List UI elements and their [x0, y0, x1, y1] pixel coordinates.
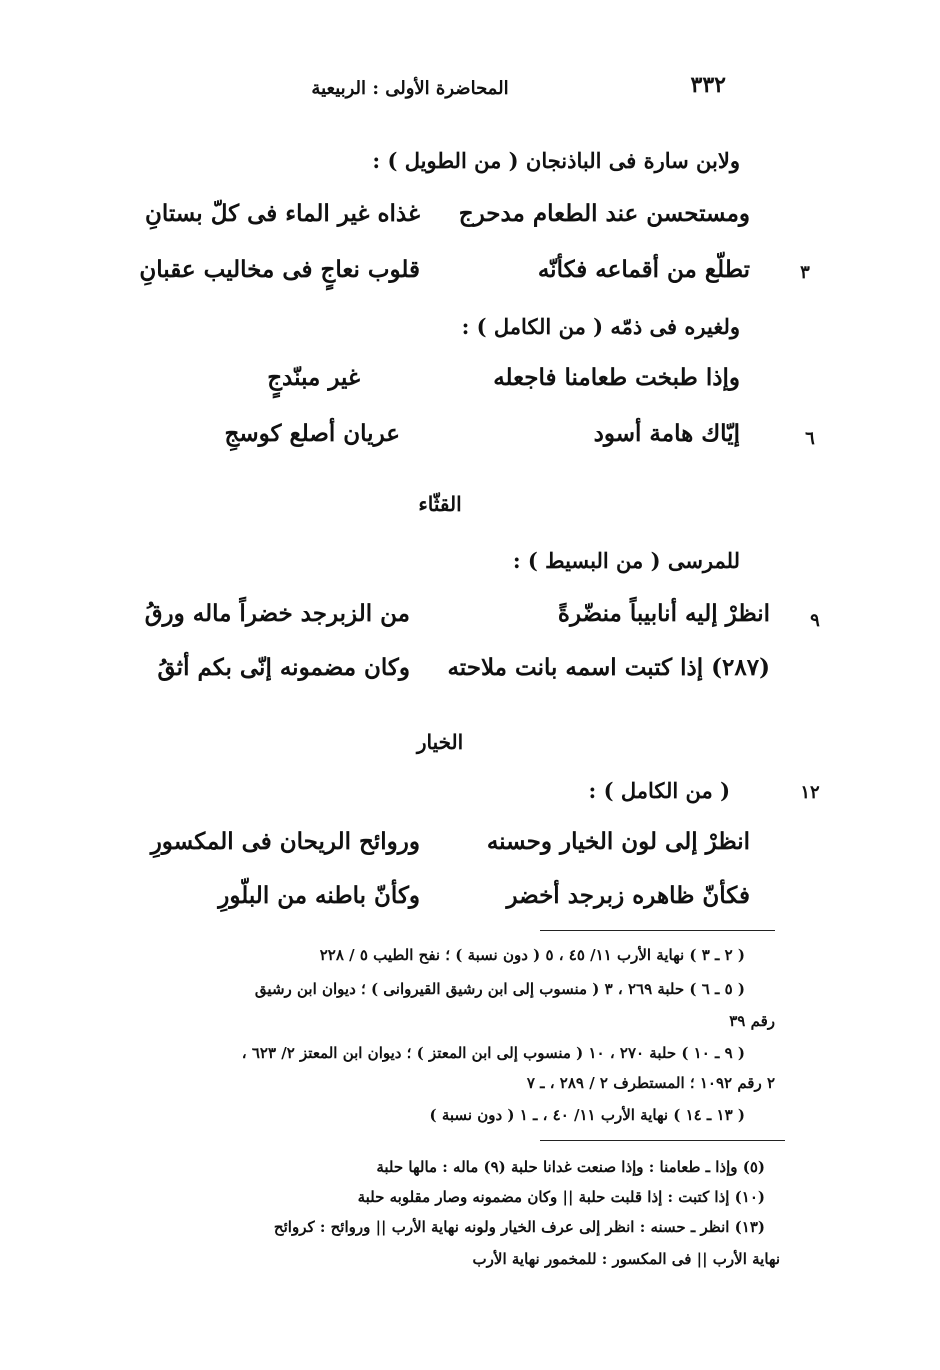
verse-line [120, 828, 750, 864]
variant-note: نهاية الأرب || فى المكسور : للمخمور نهاية الأرب [472, 1250, 780, 1268]
footnote-divider [540, 1140, 785, 1141]
verse-line [110, 256, 750, 292]
source-note: ( ٩ ـ ١٠ ) حلبة ٢٧٠ ، ١٠ ( منسوب إلى ابن المعتز ) ؛ ديوان ابن المعتز ٢/ ٦٢٣ ، [241, 1044, 745, 1062]
source-note: ( ٥ ـ ٦ ) حلبة ٢٦٩ ، ٣ ( منسوب إلى ابن رشيق القيروانى ) ؛ ديوان ابن رشيق [254, 980, 745, 998]
verse-first-hemistich: فكأنّ ظاهره زبرجد أخضر [506, 882, 750, 909]
source-note: ( ١٣ ـ ١٤ ) نهاية الأرب ١١/ ٤٠ ، ـ ١ ( دون نسبة ) [429, 1106, 745, 1124]
verse-line [100, 654, 770, 690]
verse-second-hemistich: قلوب نعاجٍ فى مخاليب عقبانِ [139, 256, 420, 283]
verse-second-hemistich: وكان مضمونه إنّى بكم أثقُ [157, 654, 410, 681]
verse-first-hemistich: ومستحسن عند الطعام مدحرج [458, 200, 750, 227]
section-heading: الخيار [416, 730, 464, 754]
verse-first-hemistich: (٢٨٧) إذا كتبت اسمه بانت ملاحته [447, 654, 770, 681]
verse-second-hemistich: من الزبرجد خضراً ماله ورقُ [144, 600, 410, 627]
section-intro: للمرسى ( من البسيط ) : [512, 548, 740, 573]
line-number: ٦ [805, 428, 815, 449]
verse-first-hemistich: انظرْ إليه أنابيباً منضّرةً [557, 600, 770, 627]
variant-note: (١٠) إذا كتبت : إذا قلبت حلبة || وكان مضمونه وصار مقلوبه حلبة [357, 1188, 765, 1206]
source-note: ( ٢ ـ ٣ ) نهاية الأرب ١١/ ٤٥ ، ٥ ( دون نسبة ) ؛ نفح الطيب ٥ / ٢٢٨ [319, 946, 745, 964]
section-intro: ( من الكامل ) : [588, 778, 730, 803]
verse-second-hemistich: عريان أصلع كوسجِ [224, 420, 400, 447]
source-note: ٢ رقم ١٠٩٢ ؛ المستطرف ٢ / ٢٨٩ ، ـ ٧ [526, 1074, 775, 1092]
verse-line [110, 200, 750, 236]
verse-line [120, 882, 750, 918]
verse-second-hemistich: وروائح الريحان فى المكسورِ [150, 828, 420, 855]
section-heading: القثّاء [418, 492, 462, 516]
line-number: ٩ [810, 610, 820, 631]
verse-second-hemistich: غذاه غير الماء فى كلّ بستانِ [144, 200, 420, 227]
line-number: ١٢ [800, 782, 820, 803]
section-intro: ولغيره فى ذمّه ( من الكامل ) : [461, 314, 740, 339]
verse-first-hemistich: إيّاك هامة أسود [593, 420, 740, 447]
verse-second-hemistich: غير مبنّدجٍ [267, 364, 360, 391]
page-number: ٣٣٢ [690, 72, 726, 98]
line-number: ٣ [800, 262, 810, 283]
footnote-divider [540, 930, 775, 931]
section-intro: ولابن سارة فى الباذنجان ( من الطويل ) : [372, 148, 740, 173]
variant-note: (٥) وإذا ـ طعامنا : وإذا صنعت غدانا حلبة (٩) ماله : مالها حلبة [376, 1158, 765, 1176]
verse-line [100, 600, 770, 636]
verse-first-hemistich: تطلّع من أقماعه فكأنّه [537, 256, 750, 283]
verse-first-hemistich: وإذا طبخت طعامنا فاجعله [493, 364, 740, 391]
source-note: رقم ٣٩ [729, 1012, 775, 1030]
verse-line [160, 420, 740, 456]
verse-line [160, 364, 740, 400]
verse-first-hemistich: انظرْ إلى لون الخيار وحسنه [486, 828, 750, 855]
running-head: المحاضرة الأولى : الربيعية [311, 78, 509, 99]
verse-second-hemistich: وكأنّ باطنه من البلّورِ [218, 882, 420, 909]
variant-note: (١٣) انظر ـ حسنه : انظر إلى عرف الخيار ولونه نهاية الأرب || وروائح : كروائح [273, 1218, 765, 1236]
